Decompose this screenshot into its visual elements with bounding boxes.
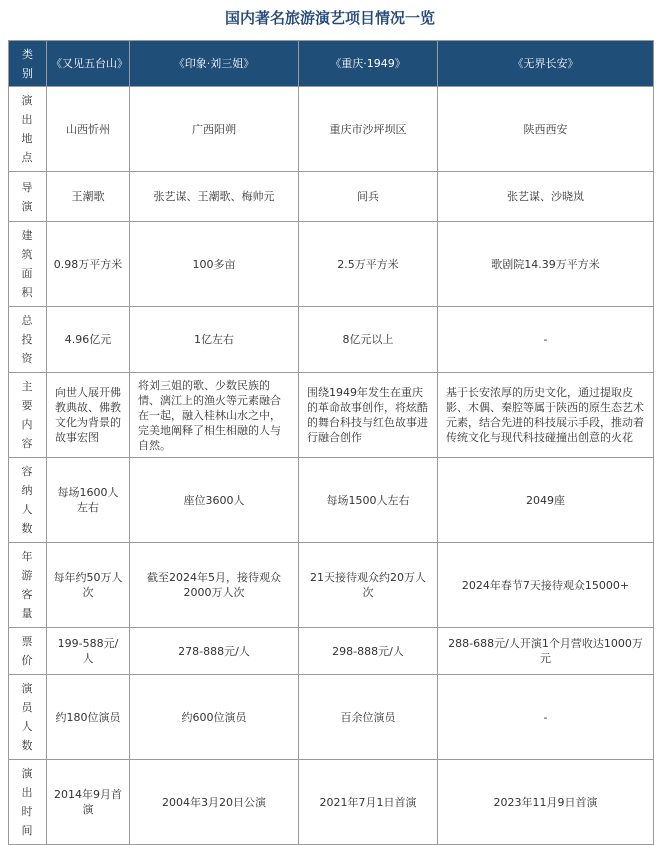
- column-header-project: 《无界长安》: [438, 41, 654, 87]
- table-row: [9, 458, 654, 543]
- table-cell: 座位3600人: [130, 458, 299, 543]
- row-label: 演 出 时 间: [9, 760, 47, 845]
- table-cell: 1亿左右: [130, 307, 299, 373]
- row-label: 主 要 内 容: [9, 373, 47, 458]
- table-cell: 288-688元/人开演1个月营收达1000万元: [438, 628, 654, 675]
- table-row: [9, 307, 654, 373]
- row-label: 建 筑 面 积: [9, 222, 47, 307]
- table-cell: 歌剧院14.39万平方米: [438, 222, 654, 307]
- table-cell: 2024年春节7天接待观众15000+: [438, 543, 654, 628]
- table-cell: 每场1600人左右: [47, 458, 130, 543]
- row-label: 票 价: [9, 628, 47, 675]
- table-cell: 2021年7月1日首演: [299, 760, 438, 845]
- table-cell: 2023年11月9日首演: [438, 760, 654, 845]
- table-cell: 278-888元/人: [130, 628, 299, 675]
- table-cell: 21天接待观众约20万人次: [299, 543, 438, 628]
- table-cell: 100多亩: [130, 222, 299, 307]
- page-title: 国内著名旅游演艺项目情况一览: [224, 9, 435, 27]
- table-cell: 百余位演员: [299, 675, 438, 760]
- table-row: [9, 222, 654, 307]
- table-row: [9, 675, 654, 760]
- table-row: [9, 87, 654, 172]
- table-cell: 4.96亿元: [47, 307, 130, 373]
- row-label: 演 出 地 点: [9, 87, 47, 172]
- table-cell: 张艺谋、沙晓岚: [438, 172, 654, 222]
- table-row: [9, 760, 654, 845]
- table-cell: 截至2024年5月，接待观众2000万人次: [130, 543, 299, 628]
- table-cell: 张艺谋、王潮歌、梅帅元: [130, 172, 299, 222]
- table-cell: 2004年3月20日公演: [130, 760, 299, 845]
- table-row: [9, 373, 654, 458]
- row-label: 导 演: [9, 172, 47, 222]
- table-cell: 向世人展开佛教典故、佛教文化为背景的故事宏图: [47, 373, 130, 458]
- table-cell: 0.98万平方米: [47, 222, 130, 307]
- table-cell: 2014年9月首演: [47, 760, 130, 845]
- table-row: [9, 628, 654, 675]
- projects-table: [8, 40, 654, 845]
- row-label: 总 投 资: [9, 307, 47, 373]
- table-cell: 将刘三姐的歌、少数民族的情、漓江上的渔火等元素融合在一起，融入桂林山水之中，完美地阐释了相生相融的人与自然。: [130, 373, 299, 458]
- column-header-category: 类 别: [9, 41, 47, 87]
- column-header-project: 《又见五台山》: [47, 41, 130, 87]
- table-cell: 每场1500人左右: [299, 458, 438, 543]
- table-cell: -: [438, 675, 654, 760]
- table-cell: 围绕1949年发生在重庆的革命故事创作，将炫酷的舞台科技与红色故事进行融合创作: [299, 373, 438, 458]
- table-cell: 王潮歌: [47, 172, 130, 222]
- table-cell: 每年约50万人次: [47, 543, 130, 628]
- table-cell: 基于长安浓厚的历史文化，通过提取皮影、木偶、秦腔等属于陕西的原生态艺术元素，结合先进的科技展示手段，推动着传统文化与现代科技碰撞出创意的火花: [438, 373, 654, 458]
- table-cell: 8亿元以上: [299, 307, 438, 373]
- table-cell: 约180位演员: [47, 675, 130, 760]
- column-header-project: 《重庆·1949》: [299, 41, 438, 87]
- table-cell: 约600位演员: [130, 675, 299, 760]
- table-cell: -: [438, 307, 654, 373]
- row-label: 容 纳 人 数: [9, 458, 47, 543]
- table-cell: 2049座: [438, 458, 654, 543]
- table-cell: 间兵: [299, 172, 438, 222]
- table-cell: 山西忻州: [47, 87, 130, 172]
- table-cell: 2.5万平方米: [299, 222, 438, 307]
- table-cell: 陕西西安: [438, 87, 654, 172]
- column-header-project: 《印象·刘三姐》: [130, 41, 299, 87]
- table-cell: 重庆市沙坪坝区: [299, 87, 438, 172]
- table-cell: 199-588元/人: [47, 628, 130, 675]
- table-row: [9, 172, 654, 222]
- table-cell: 广西阳朔: [130, 87, 299, 172]
- table-row: [9, 543, 654, 628]
- header-row: [9, 41, 654, 87]
- table-cell: 298-888元/人: [299, 628, 438, 675]
- row-label: 年 游 客 量: [9, 543, 47, 628]
- row-label: 演 员 人 数: [9, 675, 47, 760]
